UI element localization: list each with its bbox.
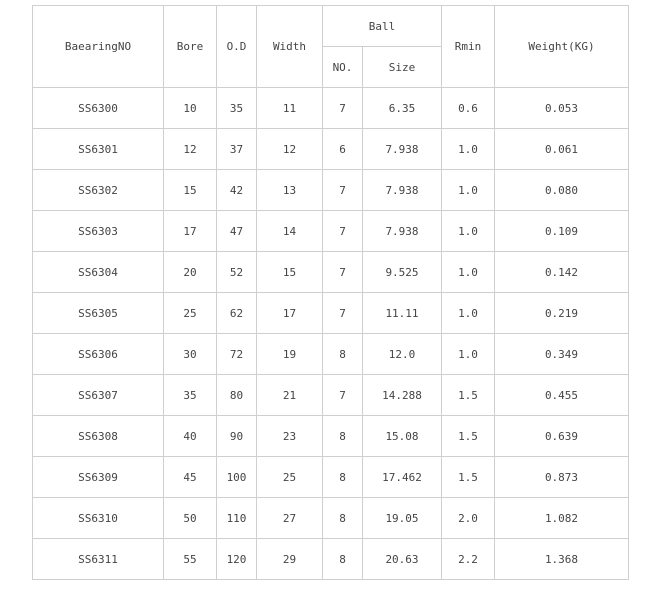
cell-bore: 25 xyxy=(164,293,217,334)
cell-width: 12 xyxy=(257,129,323,170)
cell-bearing-no: SS6301 xyxy=(33,129,164,170)
table-row xyxy=(33,129,629,170)
header-ball-no: NO. xyxy=(323,47,363,88)
cell-od: 62 xyxy=(217,293,257,334)
cell-bore: 15 xyxy=(164,170,217,211)
table-row xyxy=(33,211,629,252)
cell-bearing-no: SS6305 xyxy=(33,293,164,334)
cell-ball-size: 20.63 xyxy=(363,539,442,580)
cell-bore: 45 xyxy=(164,457,217,498)
cell-ball-size: 11.11 xyxy=(363,293,442,334)
cell-width: 19 xyxy=(257,334,323,375)
cell-od: 72 xyxy=(217,334,257,375)
table-row xyxy=(33,170,629,211)
cell-ball-no: 7 xyxy=(323,293,363,334)
cell-bore: 30 xyxy=(164,334,217,375)
cell-od: 110 xyxy=(217,498,257,539)
table-row xyxy=(33,293,629,334)
cell-width: 15 xyxy=(257,252,323,293)
cell-rmin: 0.6 xyxy=(442,88,495,129)
cell-rmin: 1.0 xyxy=(442,252,495,293)
header-ball-size: Size xyxy=(363,47,442,88)
cell-rmin: 2.0 xyxy=(442,498,495,539)
header-width: Width xyxy=(257,6,323,88)
cell-bearing-no: SS6308 xyxy=(33,416,164,457)
table-row xyxy=(33,498,629,539)
cell-ball-no: 6 xyxy=(323,129,363,170)
cell-bore: 55 xyxy=(164,539,217,580)
cell-width: 11 xyxy=(257,88,323,129)
cell-ball-no: 8 xyxy=(323,416,363,457)
cell-width: 29 xyxy=(257,539,323,580)
cell-bore: 40 xyxy=(164,416,217,457)
cell-width: 23 xyxy=(257,416,323,457)
cell-ball-no: 8 xyxy=(323,498,363,539)
cell-ball-no: 7 xyxy=(323,252,363,293)
cell-od: 100 xyxy=(217,457,257,498)
cell-ball-size: 19.05 xyxy=(363,498,442,539)
cell-bearing-no: SS6306 xyxy=(33,334,164,375)
table-row xyxy=(33,375,629,416)
header-bore: Bore xyxy=(164,6,217,88)
cell-weight: 0.219 xyxy=(495,293,629,334)
cell-rmin: 1.5 xyxy=(442,457,495,498)
header-weight: Weight(KG) xyxy=(495,6,629,88)
cell-width: 21 xyxy=(257,375,323,416)
header-ball: Ball xyxy=(323,6,442,47)
cell-bearing-no: SS6303 xyxy=(33,211,164,252)
cell-ball-no: 7 xyxy=(323,211,363,252)
cell-rmin: 1.5 xyxy=(442,416,495,457)
cell-ball-no: 8 xyxy=(323,334,363,375)
cell-ball-no: 8 xyxy=(323,457,363,498)
table-row xyxy=(33,88,629,129)
cell-od: 47 xyxy=(217,211,257,252)
table-row xyxy=(33,334,629,375)
cell-ball-size: 7.938 xyxy=(363,129,442,170)
cell-od: 35 xyxy=(217,88,257,129)
cell-bearing-no: SS6302 xyxy=(33,170,164,211)
cell-weight: 1.082 xyxy=(495,498,629,539)
header-bearing-no: BaearingNO xyxy=(33,6,164,88)
cell-bore: 50 xyxy=(164,498,217,539)
cell-width: 14 xyxy=(257,211,323,252)
cell-bearing-no: SS6309 xyxy=(33,457,164,498)
cell-rmin: 1.0 xyxy=(442,129,495,170)
cell-weight: 0.142 xyxy=(495,252,629,293)
table-row xyxy=(33,416,629,457)
cell-width: 25 xyxy=(257,457,323,498)
cell-od: 52 xyxy=(217,252,257,293)
cell-bearing-no: SS6311 xyxy=(33,539,164,580)
header-od: O.D xyxy=(217,6,257,88)
cell-bearing-no: SS6304 xyxy=(33,252,164,293)
table-body xyxy=(33,88,629,580)
cell-rmin: 1.5 xyxy=(442,375,495,416)
cell-od: 90 xyxy=(217,416,257,457)
cell-ball-no: 8 xyxy=(323,539,363,580)
cell-ball-no: 7 xyxy=(323,88,363,129)
cell-weight: 0.080 xyxy=(495,170,629,211)
cell-bore: 10 xyxy=(164,88,217,129)
cell-width: 27 xyxy=(257,498,323,539)
cell-od: 120 xyxy=(217,539,257,580)
table-row xyxy=(33,457,629,498)
cell-ball-no: 7 xyxy=(323,170,363,211)
cell-weight: 0.873 xyxy=(495,457,629,498)
cell-ball-size: 15.08 xyxy=(363,416,442,457)
cell-od: 42 xyxy=(217,170,257,211)
cell-bearing-no: SS6307 xyxy=(33,375,164,416)
cell-ball-size: 6.35 xyxy=(363,88,442,129)
cell-ball-size: 7.938 xyxy=(363,211,442,252)
cell-rmin: 1.0 xyxy=(442,211,495,252)
cell-ball-size: 12.0 xyxy=(363,334,442,375)
cell-ball-size: 9.525 xyxy=(363,252,442,293)
cell-ball-size: 17.462 xyxy=(363,457,442,498)
cell-bearing-no: SS6300 xyxy=(33,88,164,129)
cell-ball-size: 14.288 xyxy=(363,375,442,416)
table-header xyxy=(33,6,629,88)
cell-bore: 35 xyxy=(164,375,217,416)
cell-bore: 17 xyxy=(164,211,217,252)
cell-rmin: 1.0 xyxy=(442,293,495,334)
cell-weight: 0.053 xyxy=(495,88,629,129)
cell-rmin: 1.0 xyxy=(442,170,495,211)
cell-ball-size: 7.938 xyxy=(363,170,442,211)
header-rmin: Rmin xyxy=(442,6,495,88)
bearing-spec-table xyxy=(32,5,629,580)
cell-rmin: 2.2 xyxy=(442,539,495,580)
cell-od: 80 xyxy=(217,375,257,416)
cell-bore: 20 xyxy=(164,252,217,293)
cell-weight: 0.109 xyxy=(495,211,629,252)
cell-ball-no: 7 xyxy=(323,375,363,416)
table-row xyxy=(33,539,629,580)
cell-weight: 0.639 xyxy=(495,416,629,457)
cell-width: 13 xyxy=(257,170,323,211)
cell-weight: 1.368 xyxy=(495,539,629,580)
cell-bearing-no: SS6310 xyxy=(33,498,164,539)
table-row xyxy=(33,252,629,293)
header-row-top xyxy=(33,6,629,47)
cell-weight: 0.349 xyxy=(495,334,629,375)
cell-width: 17 xyxy=(257,293,323,334)
cell-rmin: 1.0 xyxy=(442,334,495,375)
cell-od: 37 xyxy=(217,129,257,170)
cell-weight: 0.455 xyxy=(495,375,629,416)
cell-bore: 12 xyxy=(164,129,217,170)
cell-weight: 0.061 xyxy=(495,129,629,170)
